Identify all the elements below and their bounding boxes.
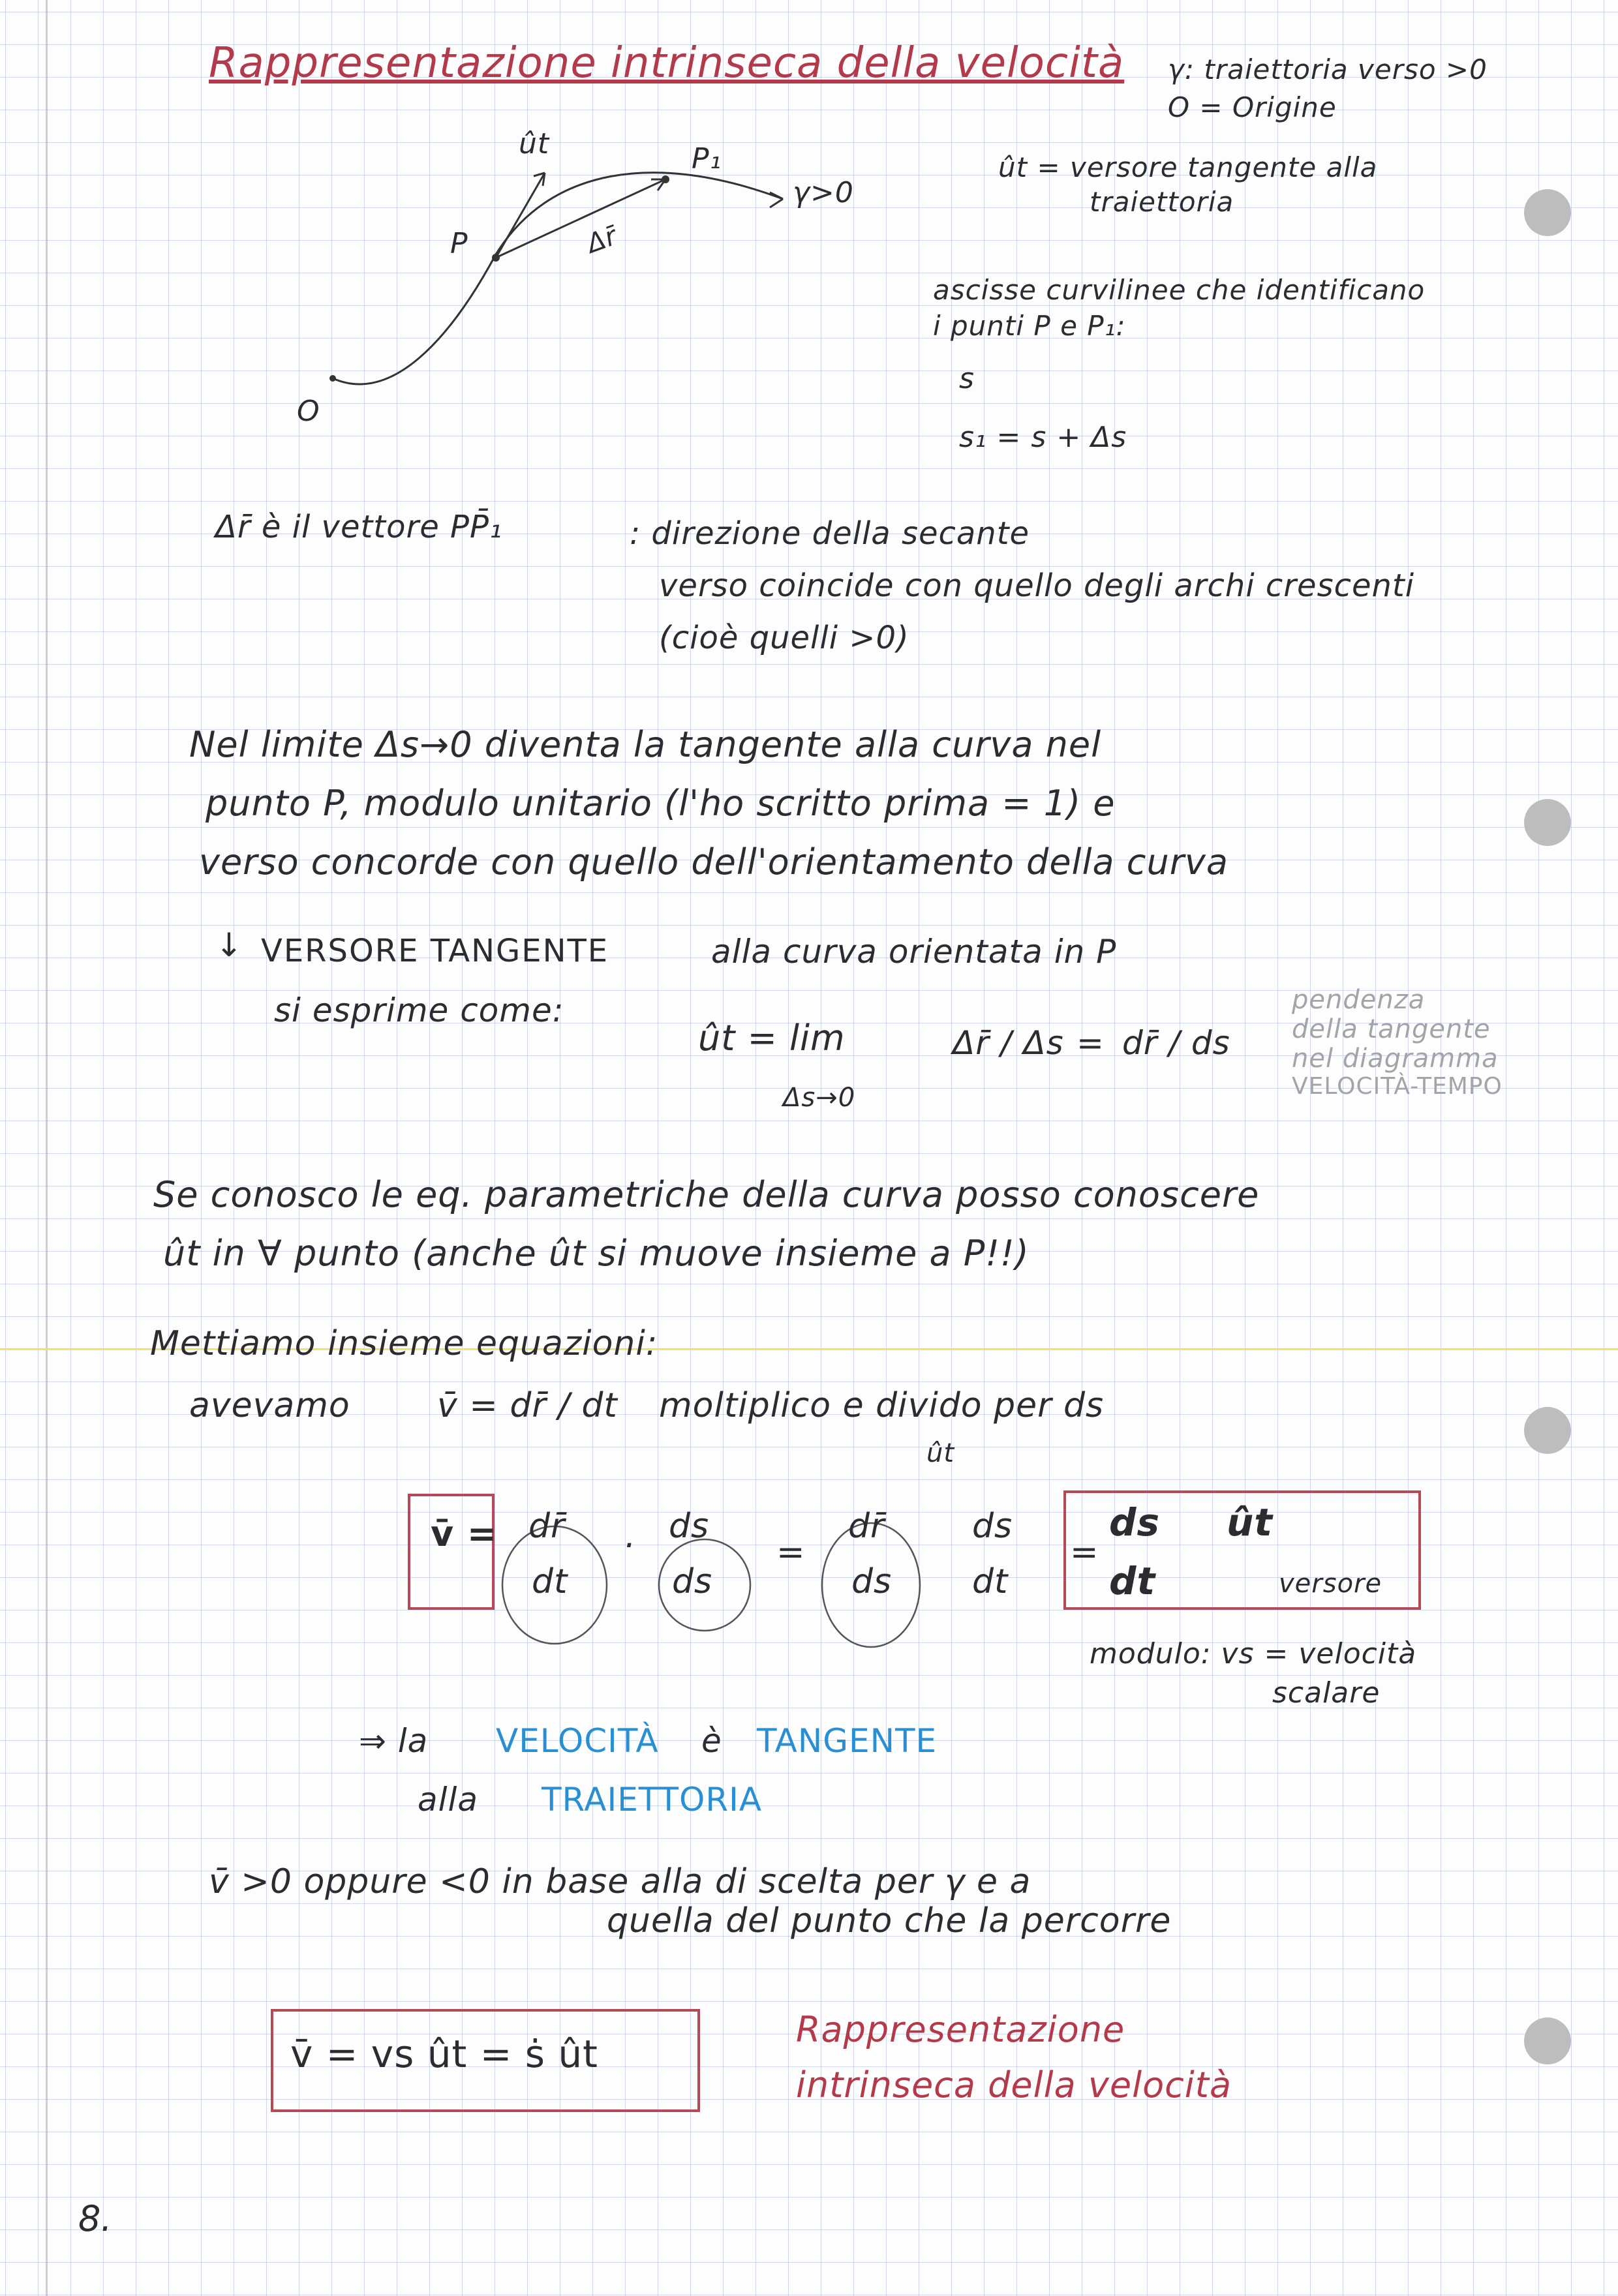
eq-term1-den: dt bbox=[532, 1562, 568, 1601]
param-line1: Se conosco le eq. parametriche della curva posso conoscere bbox=[153, 1174, 1260, 1215]
eq-term2-num: ds bbox=[669, 1507, 710, 1546]
eq-term5-num: ds bbox=[1109, 1500, 1161, 1545]
figure-p-label: P bbox=[450, 227, 468, 260]
side-note-line2: della tangente bbox=[1292, 1014, 1491, 1044]
ascisse-s1: s₁ = s + Δs bbox=[959, 421, 1127, 454]
eq-equals-1: = bbox=[776, 1533, 806, 1572]
arrow-down-icon: ↓ bbox=[215, 926, 243, 964]
final-label-line2: intrinseca della velocità bbox=[796, 2064, 1232, 2106]
ascisse-line1: ascisse curvilinee che identificano bbox=[933, 274, 1426, 306]
eq-term3-den: ds bbox=[851, 1562, 893, 1601]
secante-direction: : direzione della secante bbox=[630, 515, 1030, 552]
side-note-line3: nel diagramma bbox=[1292, 1044, 1499, 1074]
formula-lim: ût = lim bbox=[698, 1018, 846, 1059]
modulo-line2: scalare bbox=[1272, 1676, 1381, 1710]
modulo-line1: modulo: vs = velocità bbox=[1090, 1637, 1417, 1670]
tangent-is: è bbox=[701, 1722, 722, 1760]
formula-delta-ratio: Δr̄ / Δs bbox=[953, 1024, 1064, 1062]
combine-avevamo: avevamo bbox=[189, 1386, 350, 1425]
versore-rest: alla curva orientata in P bbox=[711, 933, 1117, 971]
versore-tangente-label: VERSORE TANGENTE bbox=[261, 933, 609, 969]
eq-equals-2: = bbox=[1070, 1533, 1099, 1572]
si-esprime: si esprime come: bbox=[274, 991, 564, 1029]
legend-gamma: γ: traiettoria verso >0 bbox=[1168, 53, 1488, 85]
figure-origin-label: O bbox=[297, 395, 320, 428]
final-equation: v̄ = vs ût = ṡ ût bbox=[290, 2032, 598, 2076]
delta-r-vector: Δr̄ è il vettore PP̄₁ bbox=[215, 509, 503, 545]
eq-term2-den: ds bbox=[672, 1562, 713, 1601]
tangent-arrow: ⇒ la bbox=[359, 1722, 429, 1760]
combine-ut-small: ût bbox=[926, 1438, 955, 1468]
tangent-traiettoria: TRAIETTORIA bbox=[542, 1781, 763, 1819]
limit-line1: Nel limite Δs→0 diventa la tangente alla curva nel bbox=[189, 724, 1102, 765]
ascisse-s: s bbox=[959, 362, 975, 395]
figure-p1-label: P₁ bbox=[692, 142, 722, 175]
limit-line2: punto P, modulo unitario (l'ho scritto prima = 1) e bbox=[206, 783, 1116, 824]
sign-line1: v̄ >0 oppure <0 in base alla di scelta per γ e a bbox=[209, 1862, 1031, 1901]
param-line2: ût in ∀ punto (anche ût si muove insieme a P!!) bbox=[163, 1233, 1030, 1274]
cioe-positivi: (cioè quelli >0) bbox=[659, 620, 909, 656]
ut-definition-line2: traiettoria bbox=[1090, 186, 1234, 218]
side-note-line4: VELOCITÀ-TEMPO bbox=[1292, 1073, 1503, 1100]
eq-dot: · bbox=[623, 1526, 635, 1565]
page-title: Rappresentazione intrinseca della velocità bbox=[209, 39, 1125, 87]
formula-eq: = bbox=[1076, 1024, 1105, 1062]
eq-versore-label: versore bbox=[1279, 1569, 1382, 1599]
tangent-tangente: TANGENTE bbox=[757, 1722, 938, 1760]
sign-line2: quella del punto che la percorre bbox=[607, 1901, 1172, 1941]
tangent-velocita: VELOCITÀ bbox=[496, 1722, 659, 1760]
eq-term5-den: dt bbox=[1109, 1559, 1156, 1603]
combine-moltiplico: moltiplico e divido per ds bbox=[659, 1386, 1105, 1425]
ascisse-line2: i punti P e P₁: bbox=[933, 310, 1126, 342]
eq-v-lhs: v̄ = bbox=[431, 1513, 498, 1554]
legend-origin: O = Origine bbox=[1168, 91, 1337, 123]
eq-ut: ût bbox=[1227, 1500, 1274, 1545]
eq-term4-den: dt bbox=[972, 1562, 1009, 1601]
final-label-line1: Rappresentazione bbox=[796, 2009, 1125, 2050]
verso-archi: verso coincide con quello degli archi crescenti bbox=[659, 567, 1415, 604]
eq-term3-num: dr̄ bbox=[848, 1507, 885, 1546]
side-note-line1: pendenza bbox=[1292, 985, 1426, 1015]
figure-ut-label: ût bbox=[519, 127, 550, 160]
formula-lim-sub: Δs→0 bbox=[783, 1083, 856, 1113]
figure-gamma-label: γ>0 bbox=[793, 176, 854, 209]
ut-definition-line1: ût = versore tangente alla bbox=[998, 151, 1378, 183]
formula-derivative: dr̄ / ds bbox=[1122, 1024, 1230, 1062]
figure-dr-label: Δr̄ bbox=[583, 220, 622, 260]
tangent-alla: alla bbox=[418, 1781, 479, 1819]
combine-line1: Mettiamo insieme equazioni: bbox=[150, 1324, 658, 1363]
combine-velocity-def: v̄ = dr̄ / dt bbox=[437, 1386, 618, 1425]
limit-line3: verso concorde con quello dell'orientamento della curva bbox=[199, 841, 1229, 883]
eq-term4-num: ds bbox=[972, 1507, 1013, 1546]
page-number: 8. bbox=[78, 2198, 112, 2239]
eq-term1-num: dr̄ bbox=[528, 1507, 566, 1546]
